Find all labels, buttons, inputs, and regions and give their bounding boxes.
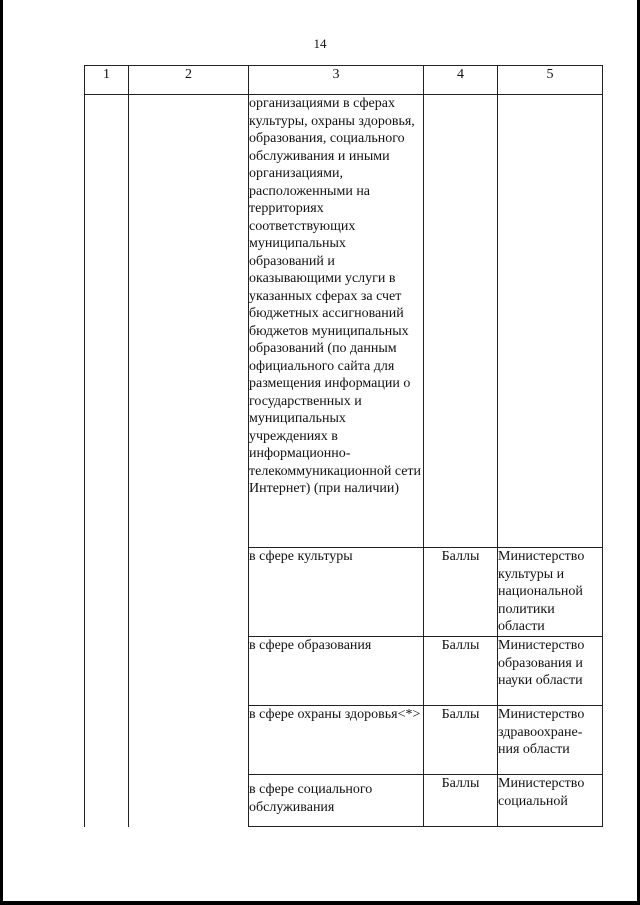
unit-culture: Баллы [424, 548, 498, 637]
ministry-health: Министерство здравоохране-ния области [498, 706, 603, 775]
ministry-culture: Министерство культуры и национальной политики области [498, 548, 603, 637]
unit-health: Баллы [424, 706, 498, 775]
indicator-intro-text: организациями в сферах культуры, охраны здоровья, образования, социального обслуживания и иными организациями, расположенными на территориях соответствующих муниципальных образований и оказывающими услуги в указанных сферах за счет бюджетных ассигнований бюджетов муниципальных образований (по данным официального сайта для размещения информации о государственных и муниципальных учреждениях в информационно-телекоммуникационной сети Интернет) (при наличии) [249, 95, 424, 548]
ministry-education: Министерство образования и науки области [498, 637, 603, 706]
indicator-table [84, 65, 603, 827]
page-number: 14 [313, 36, 327, 51]
indicator-health: в сфере охраны здоровья<*> [249, 706, 424, 775]
empty-cell-col-1 [85, 95, 129, 827]
indicator-education: в сфере образования [249, 637, 424, 706]
table-row [85, 95, 603, 548]
empty-cell-col-4 [424, 95, 498, 548]
unit-social: Баллы [424, 775, 498, 827]
indicator-culture: в сфере культуры [249, 548, 424, 637]
header-col-1: 1 [85, 66, 129, 95]
header-col-5: 5 [498, 66, 603, 95]
scan-edge-left [0, 0, 3, 905]
unit-education: Баллы [424, 637, 498, 706]
empty-cell-col-5 [498, 95, 603, 548]
indicator-social: в сфере социального обслуживания [249, 775, 424, 827]
table-header-row [85, 66, 603, 95]
scan-edge-bottom [0, 901, 640, 905]
ministry-social: Министерство социальной [498, 775, 603, 827]
header-col-3: 3 [249, 66, 424, 95]
empty-cell-col-2 [129, 95, 249, 827]
header-col-2: 2 [129, 66, 249, 95]
header-col-4: 4 [424, 66, 498, 95]
